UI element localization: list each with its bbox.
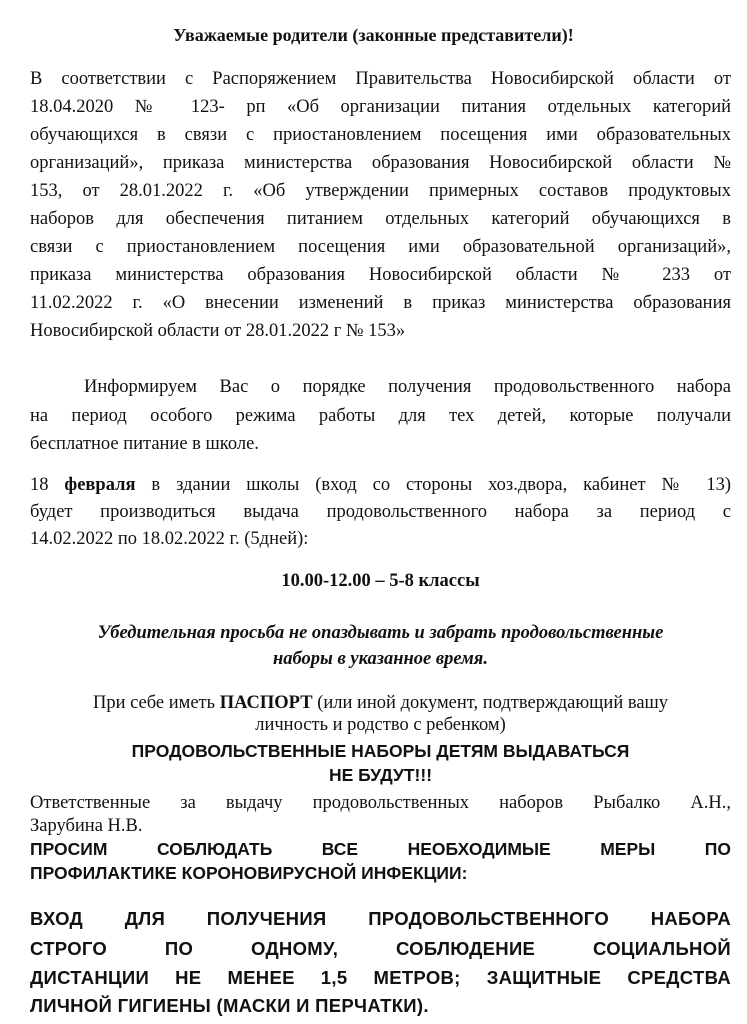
paragraph1-line: 153, от 28.01.2022 г. «Об утверждении примерных составов продуктовых bbox=[30, 181, 731, 201]
paragraph2-line: бесплатное питание в школе. bbox=[30, 434, 259, 454]
prevention-line: ПРОФИЛАКТИКЕ КОРОНОВИРУСНОЙ ИНФЕКЦИИ: bbox=[30, 863, 468, 883]
responsible-line: Зарубина Н.В. bbox=[30, 816, 143, 836]
prevention-line: ПРОСИМ СОБЛЮДАТЬ ВСЕ НЕОБХОДИМЫЕ МЕРЫ ПО bbox=[30, 839, 731, 859]
passport-suffix: (или иной документ, подтверждающий вашу bbox=[312, 693, 669, 713]
paragraph1-line: 11.02.2022 г. «О внесении изменений в приказ министерства образования bbox=[30, 293, 731, 313]
paragraph1-line: связи с приостановлением посещения ими образовательной организаций», bbox=[30, 237, 731, 257]
paragraph1-line: Новосибирской области от 28.01.2022 г № 153» bbox=[30, 321, 406, 341]
paragraph2-line: на период особого режима работы для тех детей, которые получали bbox=[30, 406, 731, 426]
paragraph1-line: 18.04.2020 № 123- рп «Об организации питания отдельных категорий bbox=[30, 97, 731, 117]
passport-prefix: При себе иметь bbox=[92, 693, 220, 713]
page-title: Уважаемые родители (законные представители)! bbox=[173, 25, 574, 45]
request-line: Убедительная просьба не опаздывать и забрать продовольственные bbox=[97, 623, 664, 643]
rules-line: ДИСТАНЦИИ НЕ МЕНЕЕ 1,5 МЕТРОВ; ЗАЩИТНЫЕ СРЕДСТВА bbox=[30, 967, 731, 988]
pickup-date-month: февраля bbox=[64, 475, 136, 495]
passport-word: ПАСПОРТ bbox=[219, 693, 313, 713]
warning-line: ПРОДОВОЛЬСТВЕННЫЕ НАБОРЫ ДЕТЯМ ВЫДАВАТЬСЯ bbox=[131, 741, 630, 761]
responsible-line: Ответственные за выдачу продовольственных наборов Рыбалко А.Н., bbox=[30, 793, 731, 813]
paragraph1-line: приказа министерства образования Новосибирской области № 233 от bbox=[30, 265, 731, 285]
request-line: наборы в указанное время. bbox=[273, 649, 488, 669]
passport-line: личность и родство с ребенком) bbox=[255, 715, 506, 735]
pickup-location: в здании школы (вход со стороны хоз.двора, кабинет № 13) bbox=[135, 475, 731, 495]
paragraph1-line: организаций», приказа министерства образования Новосибирской области № bbox=[30, 153, 731, 173]
paragraph1-line: наборов для обеспечения питанием отдельных категорий обучающихся в bbox=[30, 209, 731, 229]
paragraph2-line: Информируем Вас о порядке получения продовольственного набора bbox=[84, 377, 731, 397]
paragraph1-line: обучающихся в связи с приостановлением посещения ими образовательных bbox=[30, 125, 731, 145]
rules-line: СТРОГО ПО ОДНОМУ, СОБЛЮДЕНИЕ СОЦИАЛЬНОЙ bbox=[30, 938, 731, 959]
rules-line: ЛИЧНОЙ ГИГИЕНЫ (МАСКИ И ПЕРЧАТКИ). bbox=[30, 995, 429, 1016]
warning-line: НЕ БУДУТ!!! bbox=[328, 765, 433, 785]
paragraph1-line: В соответствии с Распоряжением Правительства Новосибирской области от bbox=[30, 69, 731, 89]
pickup-date-number: 18 bbox=[30, 475, 65, 495]
rules-line: ВХОД ДЛЯ ПОЛУЧЕНИЯ ПРОДОВОЛЬСТВЕННОГО НАБОРА bbox=[30, 908, 731, 929]
pickup-date-line bbox=[30, 472, 731, 498]
pickup-period-line: будет производиться выдача продовольственного набора за период с bbox=[30, 502, 731, 522]
schedule-line: 10.00-12.00 – 5-8 классы bbox=[281, 571, 480, 591]
pickup-period-line: 14.02.2022 по 18.02.2022 г. (5дней): bbox=[30, 529, 309, 549]
